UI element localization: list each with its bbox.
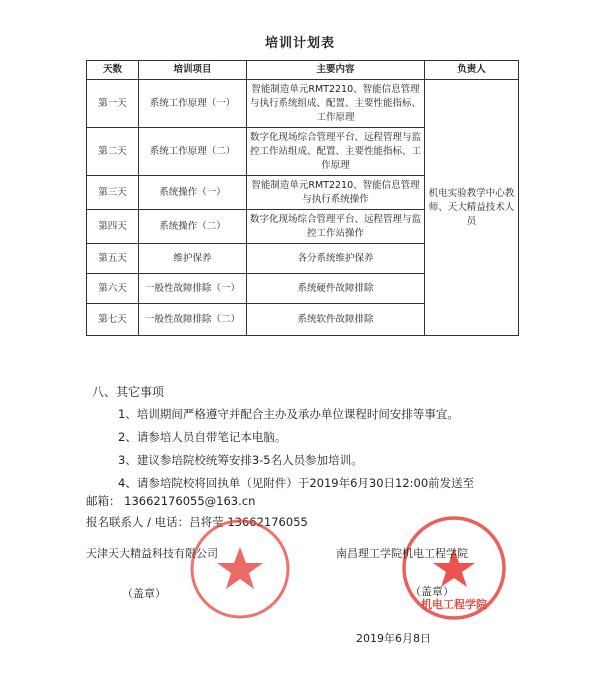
item-cell: 系统工作原理（二） — [139, 128, 247, 176]
section-heading: 八、其它事项 — [92, 385, 165, 399]
item-cell: 系统操作（一） — [139, 176, 247, 210]
content-cell: 系统硬件故障排除 — [247, 274, 425, 304]
note-item: 3、建议参培院校统筹安排3-5名人员参加培训。 — [118, 453, 363, 467]
day-cell: 第四天 — [87, 210, 139, 244]
item-cell: 维护保养 — [139, 244, 247, 274]
note-item: 4、请参培院校将回执单（见附件）于2019年6月30日12:00前发送至 — [118, 476, 475, 490]
item-cell: 系统操作（二） — [139, 210, 247, 244]
page-title: 培训计划表 — [264, 36, 335, 51]
document-date: 2019年6月8日 — [356, 632, 431, 645]
item-cell: 一般性故障排除（二） — [139, 304, 247, 336]
item-cell: 一般性故障排除（一） — [139, 274, 247, 304]
training-plan-table — [86, 60, 519, 336]
org-left: 天津天大精益科技有限公司 — [86, 547, 218, 560]
content-cell: 数字化现场综合管理平台、远程管理与监控工作站组成、配置、主要性能指标、工作原理 — [247, 128, 425, 176]
company-seal — [186, 515, 294, 623]
table-header-row — [87, 61, 519, 80]
day-cell: 第五天 — [87, 244, 139, 274]
college-seal — [398, 512, 510, 624]
header-day: 天数 — [87, 61, 139, 80]
content-cell: 智能制造单元RMT2210、智能信息管理与执行系统组成、配置、主要性能指标、工作原理 — [247, 80, 425, 128]
day-cell: 第七天 — [87, 304, 139, 336]
owner-cell: 机电实验教学中心教师、天大精益技术人员 — [425, 80, 519, 336]
contact-line: 报名联系人 / 电话：吕将莹 13662176055 — [86, 515, 308, 529]
content-cell: 系统软件故障排除 — [247, 304, 425, 336]
email-line: 邮箱： 13662176055@163.cn — [86, 494, 256, 508]
seal-left-label: （盖章） — [122, 587, 166, 600]
day-cell: 第一天 — [87, 80, 139, 128]
day-cell: 第三天 — [87, 176, 139, 210]
college-seal-text: 机电工程学院 — [421, 598, 487, 611]
content-cell: 各分系统维护保养 — [247, 244, 425, 274]
item-cell: 系统工作原理（一） — [139, 80, 247, 128]
content-cell: 智能制造单元RMT2210、智能信息管理与执行系统操作 — [247, 176, 425, 210]
content-cell: 数字化现场综合管理平台、远程管理与监控工作站操作 — [247, 210, 425, 244]
header-owner: 负责人 — [425, 61, 519, 80]
day-cell: 第二天 — [87, 128, 139, 176]
header-content: 主要内容 — [247, 61, 425, 80]
note-item: 2、请参培人员自带笔记本电脑。 — [118, 430, 287, 444]
note-item: 1、培训期间严格遵守并配合主办及承办单位课程时间安排等事宜。 — [118, 407, 459, 421]
header-item: 培训项目 — [139, 61, 247, 80]
table-row — [87, 80, 519, 128]
org-right: 南昌理工学院机电工程学院 — [336, 547, 468, 560]
seal-right-label: （盖章） — [410, 585, 454, 598]
day-cell: 第六天 — [87, 274, 139, 304]
